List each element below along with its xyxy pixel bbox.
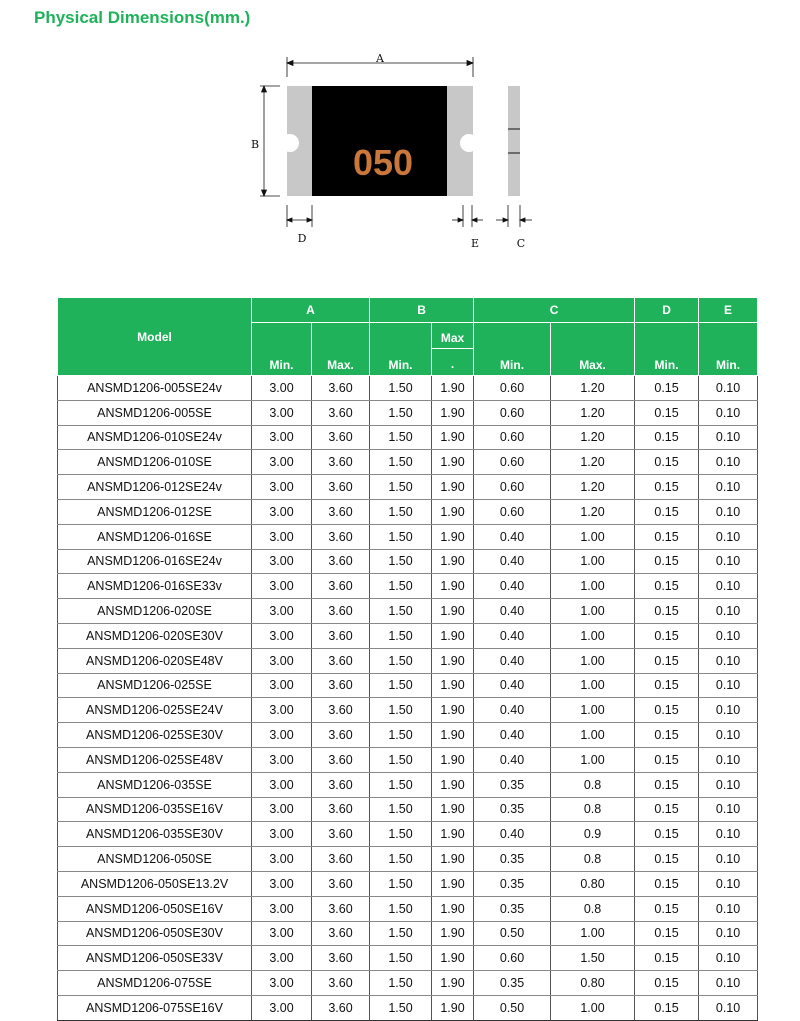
cell-b-min: 1.50 [370, 822, 432, 847]
cell-a-min: 3.00 [252, 574, 312, 599]
cell-c-max: 1.00 [551, 648, 635, 673]
header-b-min: Min. [370, 323, 432, 376]
cell-b-min: 1.50 [370, 995, 432, 1020]
cell-a-max: 3.60 [312, 549, 370, 574]
cell-c-min: 0.50 [474, 995, 551, 1020]
cell-b-min: 1.50 [370, 549, 432, 574]
cell-a-max: 3.60 [312, 847, 370, 872]
cell-c-min: 0.40 [474, 723, 551, 748]
cell-e-min: 0.10 [699, 847, 758, 872]
cell-a-min: 3.00 [252, 450, 312, 475]
cell-d-min: 0.15 [635, 574, 699, 599]
cell-b-min: 1.50 [370, 376, 432, 401]
cell-a-max: 3.60 [312, 971, 370, 996]
cell-b-min: 1.50 [370, 971, 432, 996]
header-group-a: A [252, 298, 370, 323]
cell-a-max: 3.60 [312, 524, 370, 549]
table-row [58, 673, 758, 698]
cell-b-min: 1.50 [370, 698, 432, 723]
cell-e-min: 0.10 [699, 599, 758, 624]
dimension-e [452, 205, 483, 227]
cell-e-min: 0.10 [699, 400, 758, 425]
cell-e-min: 0.10 [699, 425, 758, 450]
cell-a-min: 3.00 [252, 648, 312, 673]
cell-a-max: 3.60 [312, 698, 370, 723]
cell-e-min: 0.10 [699, 499, 758, 524]
cell-a-max: 3.60 [312, 376, 370, 401]
cell-model: ANSMD1206-025SE48V [58, 747, 252, 772]
cell-model: ANSMD1206-005SE [58, 400, 252, 425]
cell-model: ANSMD1206-005SE24v [58, 376, 252, 401]
header-group-e: E [699, 298, 758, 323]
dimension-diagram [240, 45, 560, 265]
cell-c-min: 0.35 [474, 797, 551, 822]
cell-a-max: 3.60 [312, 723, 370, 748]
cell-model: ANSMD1206-035SE30V [58, 822, 252, 847]
header-group-b: B [370, 298, 474, 323]
cell-c-max: 1.00 [551, 599, 635, 624]
cell-b-min: 1.50 [370, 648, 432, 673]
table-body [58, 376, 758, 1021]
cell-a-min: 3.00 [252, 673, 312, 698]
cell-a-max: 3.60 [312, 946, 370, 971]
cell-a-min: 3.00 [252, 524, 312, 549]
cell-model: ANSMD1206-050SE33V [58, 946, 252, 971]
cell-e-min: 0.10 [699, 797, 758, 822]
cell-c-max: 1.00 [551, 524, 635, 549]
cell-model: ANSMD1206-025SE24V [58, 698, 252, 723]
cell-a-max: 3.60 [312, 822, 370, 847]
cell-e-min: 0.10 [699, 946, 758, 971]
cell-c-min: 0.40 [474, 648, 551, 673]
cell-b-max: 1.90 [432, 425, 474, 450]
cell-e-min: 0.10 [699, 896, 758, 921]
cell-b-max: 1.90 [432, 971, 474, 996]
cell-e-min: 0.10 [699, 921, 758, 946]
cell-c-min: 0.60 [474, 425, 551, 450]
label-d: D [297, 232, 307, 245]
header-a-min: Min. [252, 323, 312, 376]
cell-b-max: 1.90 [432, 574, 474, 599]
cell-a-max: 3.60 [312, 673, 370, 698]
cell-d-min: 0.15 [635, 871, 699, 896]
table-row [58, 499, 758, 524]
table-row [58, 574, 758, 599]
cell-a-max: 3.60 [312, 623, 370, 648]
cell-a-min: 3.00 [252, 921, 312, 946]
cell-c-max: 1.20 [551, 425, 635, 450]
cell-d-min: 0.15 [635, 747, 699, 772]
label-e: E [470, 237, 480, 250]
cell-c-max: 1.00 [551, 574, 635, 599]
cell-c-max: 1.00 [551, 673, 635, 698]
cell-model: ANSMD1206-020SE30V [58, 623, 252, 648]
header-b-max-bottom: . [432, 349, 474, 376]
cell-b-max: 1.90 [432, 549, 474, 574]
cell-d-min: 0.15 [635, 896, 699, 921]
cell-c-min: 0.40 [474, 623, 551, 648]
cell-a-max: 3.60 [312, 921, 370, 946]
cell-a-min: 3.00 [252, 425, 312, 450]
cell-c-min: 0.40 [474, 747, 551, 772]
cell-b-max: 1.90 [432, 847, 474, 872]
cell-model: ANSMD1206-050SE13.2V [58, 871, 252, 896]
table-row [58, 797, 758, 822]
header-d-min: Min. [635, 323, 699, 376]
cell-c-min: 0.40 [474, 698, 551, 723]
cell-b-min: 1.50 [370, 475, 432, 500]
cell-a-min: 3.00 [252, 896, 312, 921]
cell-b-max: 1.90 [432, 921, 474, 946]
cell-model: ANSMD1206-010SE24v [58, 425, 252, 450]
cell-model: ANSMD1206-020SE48V [58, 648, 252, 673]
cell-a-max: 3.60 [312, 499, 370, 524]
cell-a-max: 3.60 [312, 871, 370, 896]
cell-a-min: 3.00 [252, 499, 312, 524]
cell-a-max: 3.60 [312, 450, 370, 475]
cell-a-min: 3.00 [252, 995, 312, 1020]
cell-e-min: 0.10 [699, 549, 758, 574]
cell-b-max: 1.90 [432, 723, 474, 748]
cell-d-min: 0.15 [635, 971, 699, 996]
cell-d-min: 0.15 [635, 822, 699, 847]
cell-model: ANSMD1206-016SE [58, 524, 252, 549]
cell-c-min: 0.35 [474, 772, 551, 797]
cell-model: ANSMD1206-025SE [58, 673, 252, 698]
cell-e-min: 0.10 [699, 574, 758, 599]
table-row [58, 871, 758, 896]
table-row [58, 599, 758, 624]
table-row [58, 747, 758, 772]
cell-c-max: 1.20 [551, 450, 635, 475]
cell-model: ANSMD1206-035SE [58, 772, 252, 797]
cell-e-min: 0.10 [699, 747, 758, 772]
cell-c-max: 0.8 [551, 772, 635, 797]
cell-c-max: 1.20 [551, 475, 635, 500]
cell-c-max: 1.00 [551, 995, 635, 1020]
cell-c-max: 1.00 [551, 698, 635, 723]
cell-b-max: 1.90 [432, 524, 474, 549]
cell-d-min: 0.15 [635, 648, 699, 673]
cell-c-max: 0.80 [551, 871, 635, 896]
cell-model: ANSMD1206-012SE24v [58, 475, 252, 500]
cell-b-max: 1.90 [432, 475, 474, 500]
cell-e-min: 0.10 [699, 772, 758, 797]
cell-e-min: 0.10 [699, 723, 758, 748]
cell-b-max: 1.90 [432, 623, 474, 648]
table-row [58, 376, 758, 401]
cell-c-max: 1.50 [551, 946, 635, 971]
chip-side-view [508, 86, 520, 196]
cell-c-max: 1.00 [551, 723, 635, 748]
table-row [58, 648, 758, 673]
cell-a-max: 3.60 [312, 648, 370, 673]
cell-b-max: 1.90 [432, 648, 474, 673]
cell-model: ANSMD1206-050SE [58, 847, 252, 872]
cell-d-min: 0.15 [635, 698, 699, 723]
cell-a-min: 3.00 [252, 623, 312, 648]
cell-a-min: 3.00 [252, 400, 312, 425]
cell-b-min: 1.50 [370, 946, 432, 971]
cell-b-min: 1.50 [370, 400, 432, 425]
header-c-min: Min. [474, 323, 551, 376]
cell-c-min: 0.60 [474, 499, 551, 524]
cell-d-min: 0.15 [635, 499, 699, 524]
cell-a-max: 3.60 [312, 425, 370, 450]
cell-c-max: 1.00 [551, 747, 635, 772]
cell-b-max: 1.90 [432, 946, 474, 971]
cell-model: ANSMD1206-050SE30V [58, 921, 252, 946]
header-c-max: Max. [551, 323, 635, 376]
table-row [58, 921, 758, 946]
cell-c-min: 0.35 [474, 896, 551, 921]
cell-a-min: 3.00 [252, 549, 312, 574]
cell-b-min: 1.50 [370, 499, 432, 524]
cell-c-min: 0.40 [474, 599, 551, 624]
cell-b-max: 1.90 [432, 673, 474, 698]
header-b-max-top: Max [432, 323, 474, 349]
cell-a-min: 3.00 [252, 747, 312, 772]
table-row [58, 971, 758, 996]
cell-d-min: 0.15 [635, 772, 699, 797]
cell-a-min: 3.00 [252, 847, 312, 872]
cell-b-max: 1.90 [432, 896, 474, 921]
cell-c-min: 0.60 [474, 946, 551, 971]
cell-d-min: 0.15 [635, 673, 699, 698]
cell-e-min: 0.10 [699, 871, 758, 896]
cell-c-min: 0.40 [474, 822, 551, 847]
cell-c-min: 0.60 [474, 376, 551, 401]
cell-d-min: 0.15 [635, 549, 699, 574]
cell-c-min: 0.40 [474, 673, 551, 698]
cell-a-min: 3.00 [252, 871, 312, 896]
cell-b-min: 1.50 [370, 524, 432, 549]
cell-a-max: 3.60 [312, 995, 370, 1020]
table-row [58, 524, 758, 549]
cell-a-min: 3.00 [252, 698, 312, 723]
cell-b-min: 1.50 [370, 425, 432, 450]
cell-c-min: 0.50 [474, 921, 551, 946]
cell-model: ANSMD1206-050SE16V [58, 896, 252, 921]
cell-e-min: 0.10 [699, 376, 758, 401]
dimension-b [260, 86, 280, 196]
cell-b-min: 1.50 [370, 450, 432, 475]
label-b: B [250, 138, 260, 151]
cell-model: ANSMD1206-075SE16V [58, 995, 252, 1020]
cell-c-max: 0.9 [551, 822, 635, 847]
table-row [58, 896, 758, 921]
cell-c-max: 1.00 [551, 549, 635, 574]
cell-b-max: 1.90 [432, 376, 474, 401]
cell-c-max: 0.8 [551, 847, 635, 872]
cell-d-min: 0.15 [635, 524, 699, 549]
table-row [58, 425, 758, 450]
cell-e-min: 0.10 [699, 450, 758, 475]
cell-b-min: 1.50 [370, 747, 432, 772]
cell-b-min: 1.50 [370, 673, 432, 698]
cell-b-min: 1.50 [370, 896, 432, 921]
cell-c-max: 1.20 [551, 376, 635, 401]
cell-a-min: 3.00 [252, 475, 312, 500]
cell-e-min: 0.10 [699, 673, 758, 698]
cell-b-min: 1.50 [370, 871, 432, 896]
cell-d-min: 0.15 [635, 847, 699, 872]
cell-e-min: 0.10 [699, 698, 758, 723]
cell-a-min: 3.00 [252, 599, 312, 624]
cell-c-min: 0.60 [474, 400, 551, 425]
label-c: C [516, 237, 526, 250]
cell-model: ANSMD1206-016SE24v [58, 549, 252, 574]
cell-a-max: 3.60 [312, 400, 370, 425]
cell-b-min: 1.50 [370, 599, 432, 624]
cell-b-min: 1.50 [370, 847, 432, 872]
cell-e-min: 0.10 [699, 822, 758, 847]
cell-b-max: 1.90 [432, 772, 474, 797]
cell-a-max: 3.60 [312, 747, 370, 772]
cell-c-min: 0.60 [474, 450, 551, 475]
cell-e-min: 0.10 [699, 475, 758, 500]
cell-c-min: 0.40 [474, 524, 551, 549]
cell-d-min: 0.15 [635, 946, 699, 971]
header-e-min: Min. [699, 323, 758, 376]
cell-model: ANSMD1206-025SE30V [58, 723, 252, 748]
cell-b-max: 1.90 [432, 797, 474, 822]
cell-b-min: 1.50 [370, 723, 432, 748]
table-row [58, 549, 758, 574]
cell-model: ANSMD1206-010SE [58, 450, 252, 475]
cell-a-max: 3.60 [312, 574, 370, 599]
table-row [58, 822, 758, 847]
cell-c-min: 0.40 [474, 549, 551, 574]
cell-c-max: 0.80 [551, 971, 635, 996]
cell-c-min: 0.60 [474, 475, 551, 500]
cell-d-min: 0.15 [635, 723, 699, 748]
cell-a-min: 3.00 [252, 971, 312, 996]
cell-model: ANSMD1206-020SE [58, 599, 252, 624]
cell-d-min: 0.15 [635, 599, 699, 624]
cell-model: ANSMD1206-016SE33v [58, 574, 252, 599]
cell-e-min: 0.10 [699, 623, 758, 648]
cell-a-max: 3.60 [312, 772, 370, 797]
cell-d-min: 0.15 [635, 425, 699, 450]
cell-c-max: 1.20 [551, 499, 635, 524]
cell-b-min: 1.50 [370, 921, 432, 946]
cell-c-max: 1.00 [551, 921, 635, 946]
table-row [58, 450, 758, 475]
cell-e-min: 0.10 [699, 648, 758, 673]
dimensions-table [57, 297, 758, 1021]
page-title: Physical Dimensions(mm.) [34, 8, 251, 27]
cell-d-min: 0.15 [635, 921, 699, 946]
cell-c-min: 0.40 [474, 574, 551, 599]
cell-a-min: 3.00 [252, 797, 312, 822]
cell-d-min: 0.15 [635, 797, 699, 822]
table-row [58, 772, 758, 797]
cell-b-min: 1.50 [370, 574, 432, 599]
header-group-d: D [635, 298, 699, 323]
cell-b-max: 1.90 [432, 995, 474, 1020]
table-row [58, 400, 758, 425]
header-model: Model [58, 298, 252, 376]
cell-e-min: 0.10 [699, 524, 758, 549]
cell-b-max: 1.90 [432, 450, 474, 475]
cell-c-min: 0.35 [474, 971, 551, 996]
cell-b-max: 1.90 [432, 822, 474, 847]
label-a: A [376, 52, 384, 65]
cell-b-max: 1.90 [432, 400, 474, 425]
cell-a-max: 3.60 [312, 475, 370, 500]
cell-a-max: 3.60 [312, 896, 370, 921]
cell-model: ANSMD1206-012SE [58, 499, 252, 524]
cell-b-max: 1.90 [432, 871, 474, 896]
cell-a-min: 3.00 [252, 723, 312, 748]
cell-b-max: 1.90 [432, 499, 474, 524]
cell-a-min: 3.00 [252, 376, 312, 401]
cell-d-min: 0.15 [635, 475, 699, 500]
table-row [58, 946, 758, 971]
table-row [58, 475, 758, 500]
cell-b-min: 1.50 [370, 772, 432, 797]
cell-model: ANSMD1206-075SE [58, 971, 252, 996]
cell-b-min: 1.50 [370, 797, 432, 822]
table-row [58, 723, 758, 748]
cell-d-min: 0.15 [635, 400, 699, 425]
cell-c-max: 0.8 [551, 896, 635, 921]
table-row [58, 847, 758, 872]
cell-a-max: 3.60 [312, 599, 370, 624]
cell-a-min: 3.00 [252, 822, 312, 847]
table-row [58, 623, 758, 648]
cell-d-min: 0.15 [635, 623, 699, 648]
dimension-d [287, 205, 312, 227]
table-row [58, 698, 758, 723]
cell-c-min: 0.35 [474, 871, 551, 896]
cell-c-max: 0.8 [551, 797, 635, 822]
cell-d-min: 0.15 [635, 376, 699, 401]
cell-c-max: 1.20 [551, 400, 635, 425]
header-a-max: Max. [312, 323, 370, 376]
cell-d-min: 0.15 [635, 450, 699, 475]
cell-c-min: 0.35 [474, 847, 551, 872]
cell-b-max: 1.90 [432, 599, 474, 624]
chip-marking: 050 [352, 142, 414, 183]
dimension-c [496, 205, 532, 227]
cell-d-min: 0.15 [635, 995, 699, 1020]
cell-e-min: 0.10 [699, 995, 758, 1020]
cell-b-min: 1.50 [370, 623, 432, 648]
cell-e-min: 0.10 [699, 971, 758, 996]
cell-b-max: 1.90 [432, 698, 474, 723]
cell-a-min: 3.00 [252, 772, 312, 797]
cell-a-min: 3.00 [252, 946, 312, 971]
cell-c-max: 1.00 [551, 623, 635, 648]
header-group-c: C [474, 298, 635, 323]
cell-b-max: 1.90 [432, 747, 474, 772]
cell-a-max: 3.60 [312, 797, 370, 822]
cell-model: ANSMD1206-035SE16V [58, 797, 252, 822]
table-row [58, 995, 758, 1020]
